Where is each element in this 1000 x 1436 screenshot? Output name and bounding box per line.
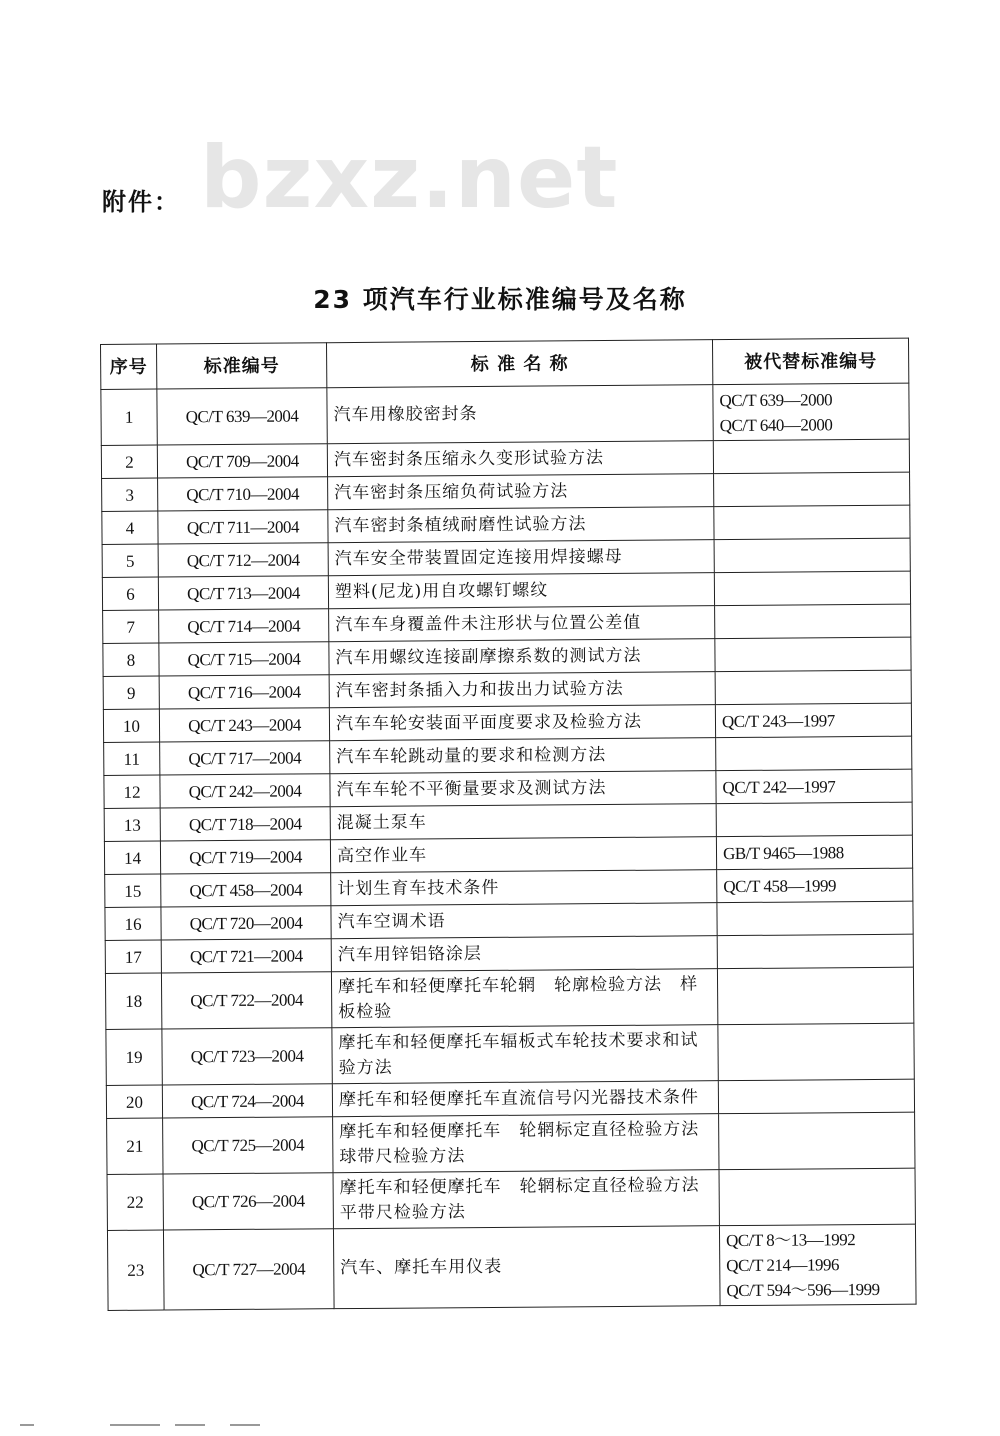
- cell-code: QC/T 713—2004: [158, 576, 328, 610]
- cell-code: QC/T 726—2004: [163, 1173, 333, 1230]
- cell-replaced: [715, 637, 911, 672]
- attachment-label: 附件：: [102, 188, 180, 216]
- cell-replaced: QC/T 639—2000 QC/T 640—2000: [713, 383, 909, 441]
- cell-code: QC/T 718—2004: [160, 807, 330, 841]
- cell-name: 摩托车和轻便摩托车轮辋 轮廓检验方法 样板检验: [331, 969, 717, 1028]
- table-row: [101, 383, 909, 445]
- table-row: [107, 1168, 915, 1230]
- table-body: [101, 383, 916, 1310]
- cell-name: 摩托车和轻便摩托车辐板式车轮技术要求和试验方法: [332, 1025, 718, 1084]
- cell-replaced: [719, 1112, 915, 1170]
- cell-seq: 4: [102, 511, 158, 544]
- table-header-row: [101, 338, 909, 389]
- cell-seq: 1: [101, 389, 157, 445]
- cell-seq: 15: [105, 874, 161, 907]
- cell-name: 高空作业车: [330, 837, 716, 873]
- cell-seq: 14: [104, 841, 160, 874]
- cell-seq: 18: [105, 973, 161, 1029]
- table-row: [105, 967, 913, 1029]
- cell-name: 汽车、摩托车用仪表: [333, 1226, 720, 1309]
- scan-edge-mark: [175, 1424, 205, 1426]
- cell-replaced: [718, 1079, 914, 1114]
- cell-seq: 3: [102, 478, 158, 511]
- cell-seq: 7: [103, 610, 159, 643]
- table-row: [107, 1224, 916, 1310]
- cell-code: QC/T 724—2004: [162, 1084, 332, 1118]
- cell-replaced: [717, 934, 913, 969]
- cell-name: 汽车密封条植绒耐磨性试验方法: [328, 507, 714, 543]
- cell-name: 汽车安全带装置固定连接用焊接螺母: [328, 540, 714, 576]
- cell-code: QC/T 717—2004: [160, 741, 330, 775]
- cell-replaced: [713, 439, 909, 474]
- cell-code: QC/T 709—2004: [157, 444, 327, 478]
- cell-name: 摩托车和轻便摩托车 轮辋标定直径检验方法 球带尺检验方法: [333, 1114, 719, 1173]
- header-name: 标 准 名 称: [326, 340, 712, 388]
- cell-name: 汽车空调术语: [331, 903, 717, 939]
- table-row: [106, 1023, 914, 1085]
- cell-replaced: QC/T 8～13—1992 QC/T 214—1996 QC/T 594～596—1999: [719, 1224, 916, 1306]
- cell-replaced: QC/T 243—1997: [715, 703, 911, 738]
- cell-seq: 21: [107, 1118, 163, 1174]
- cell-code: QC/T 714—2004: [159, 609, 329, 643]
- cell-name: 摩托车和轻便摩托车直流信号闪光器技术条件: [332, 1081, 718, 1117]
- watermark: bzxz.net: [200, 128, 619, 228]
- cell-replaced: QC/T 458—1999: [717, 868, 913, 903]
- cell-replaced: [714, 571, 910, 606]
- standards-table: [100, 338, 917, 1311]
- cell-name: 汽车车轮安装面平面度要求及检验方法: [329, 705, 715, 741]
- cell-replaced: [718, 1023, 914, 1081]
- cell-replaced: QC/T 242—1997: [716, 769, 912, 804]
- cell-seq: 5: [102, 544, 158, 577]
- cell-name: 汽车用螺纹连接副摩擦系数的测试方法: [329, 639, 715, 675]
- cell-name: 汽车用锌铝铬涂层: [331, 936, 717, 972]
- cell-code: QC/T 715—2004: [159, 642, 329, 676]
- cell-name: 汽车密封条压缩负荷试验方法: [328, 474, 714, 510]
- cell-replaced: GB/T 9465—1988: [716, 835, 912, 870]
- cell-code: QC/T 721—2004: [161, 939, 331, 973]
- cell-replaced: [714, 505, 910, 540]
- cell-replaced: [717, 967, 913, 1025]
- cell-code: QC/T 727—2004: [163, 1229, 334, 1310]
- cell-code: QC/T 722—2004: [161, 972, 331, 1029]
- scan-edge-mark: [20, 1424, 34, 1426]
- cell-code: QC/T 716—2004: [159, 675, 329, 709]
- cell-code: QC/T 712—2004: [158, 543, 328, 577]
- table-row: [107, 1112, 915, 1174]
- cell-seq: 2: [101, 445, 157, 478]
- cell-replaced: [716, 802, 912, 837]
- scan-edge-mark: [110, 1424, 160, 1426]
- cell-seq: 22: [107, 1174, 163, 1230]
- cell-seq: 12: [104, 775, 160, 808]
- cell-code: QC/T 242—2004: [160, 774, 330, 808]
- cell-seq: 10: [103, 709, 159, 742]
- cell-code: QC/T 725—2004: [163, 1117, 333, 1174]
- header-seq: 序号: [101, 344, 157, 389]
- cell-replaced: [716, 736, 912, 771]
- cell-seq: 9: [103, 676, 159, 709]
- cell-name: 汽车车轮不平衡量要求及测试方法: [330, 771, 716, 807]
- cell-seq: 6: [102, 577, 158, 610]
- header-code: 标准编号: [157, 343, 327, 389]
- cell-code: QC/T 720—2004: [161, 906, 331, 940]
- cell-seq: 23: [107, 1230, 164, 1310]
- cell-code: QC/T 711—2004: [158, 510, 328, 544]
- cell-seq: 19: [106, 1029, 162, 1085]
- cell-seq: 13: [104, 808, 160, 841]
- cell-seq: 8: [103, 643, 159, 676]
- cell-name: 计划生育车技术条件: [331, 870, 717, 906]
- scan-edge-mark: [230, 1424, 260, 1426]
- cell-code: QC/T 719—2004: [160, 840, 330, 874]
- cell-name: 混凝土泵车: [330, 804, 716, 840]
- cell-name: 汽车车轮跳动量的要求和检测方法: [330, 738, 716, 774]
- cell-code: QC/T 243—2004: [159, 708, 329, 742]
- cell-code: QC/T 710—2004: [158, 477, 328, 511]
- cell-replaced: [715, 604, 911, 639]
- cell-code: QC/T 458—2004: [161, 873, 331, 907]
- cell-code: QC/T 639—2004: [157, 388, 327, 445]
- cell-name: 塑料(尼龙)用自攻螺钉螺纹: [328, 573, 714, 609]
- cell-code: QC/T 723—2004: [162, 1028, 332, 1085]
- cell-name: 摩托车和轻便摩托车 轮辋标定直径检验方法 平带尺检验方法: [333, 1170, 719, 1229]
- cell-name: 汽车用橡胶密封条: [327, 385, 713, 444]
- cell-seq: 16: [105, 907, 161, 940]
- cell-seq: 17: [105, 940, 161, 973]
- page-title: 23 项汽车行业标准编号及名称: [313, 285, 687, 314]
- cell-name: 汽车密封条插入力和拔出力试验方法: [329, 672, 715, 708]
- cell-replaced: [719, 1168, 915, 1226]
- cell-replaced: [714, 538, 910, 573]
- cell-name: 汽车密封条压缩永久变形试验方法: [327, 441, 713, 477]
- cell-name: 汽车车身覆盖件未注形状与位置公差值: [329, 606, 715, 642]
- cell-replaced: [715, 670, 911, 705]
- cell-replaced: [714, 472, 910, 507]
- header-replaced: 被代替标准编号: [712, 338, 908, 385]
- cell-seq: 11: [104, 742, 160, 775]
- cell-replaced: [717, 901, 913, 936]
- cell-seq: 20: [106, 1085, 162, 1118]
